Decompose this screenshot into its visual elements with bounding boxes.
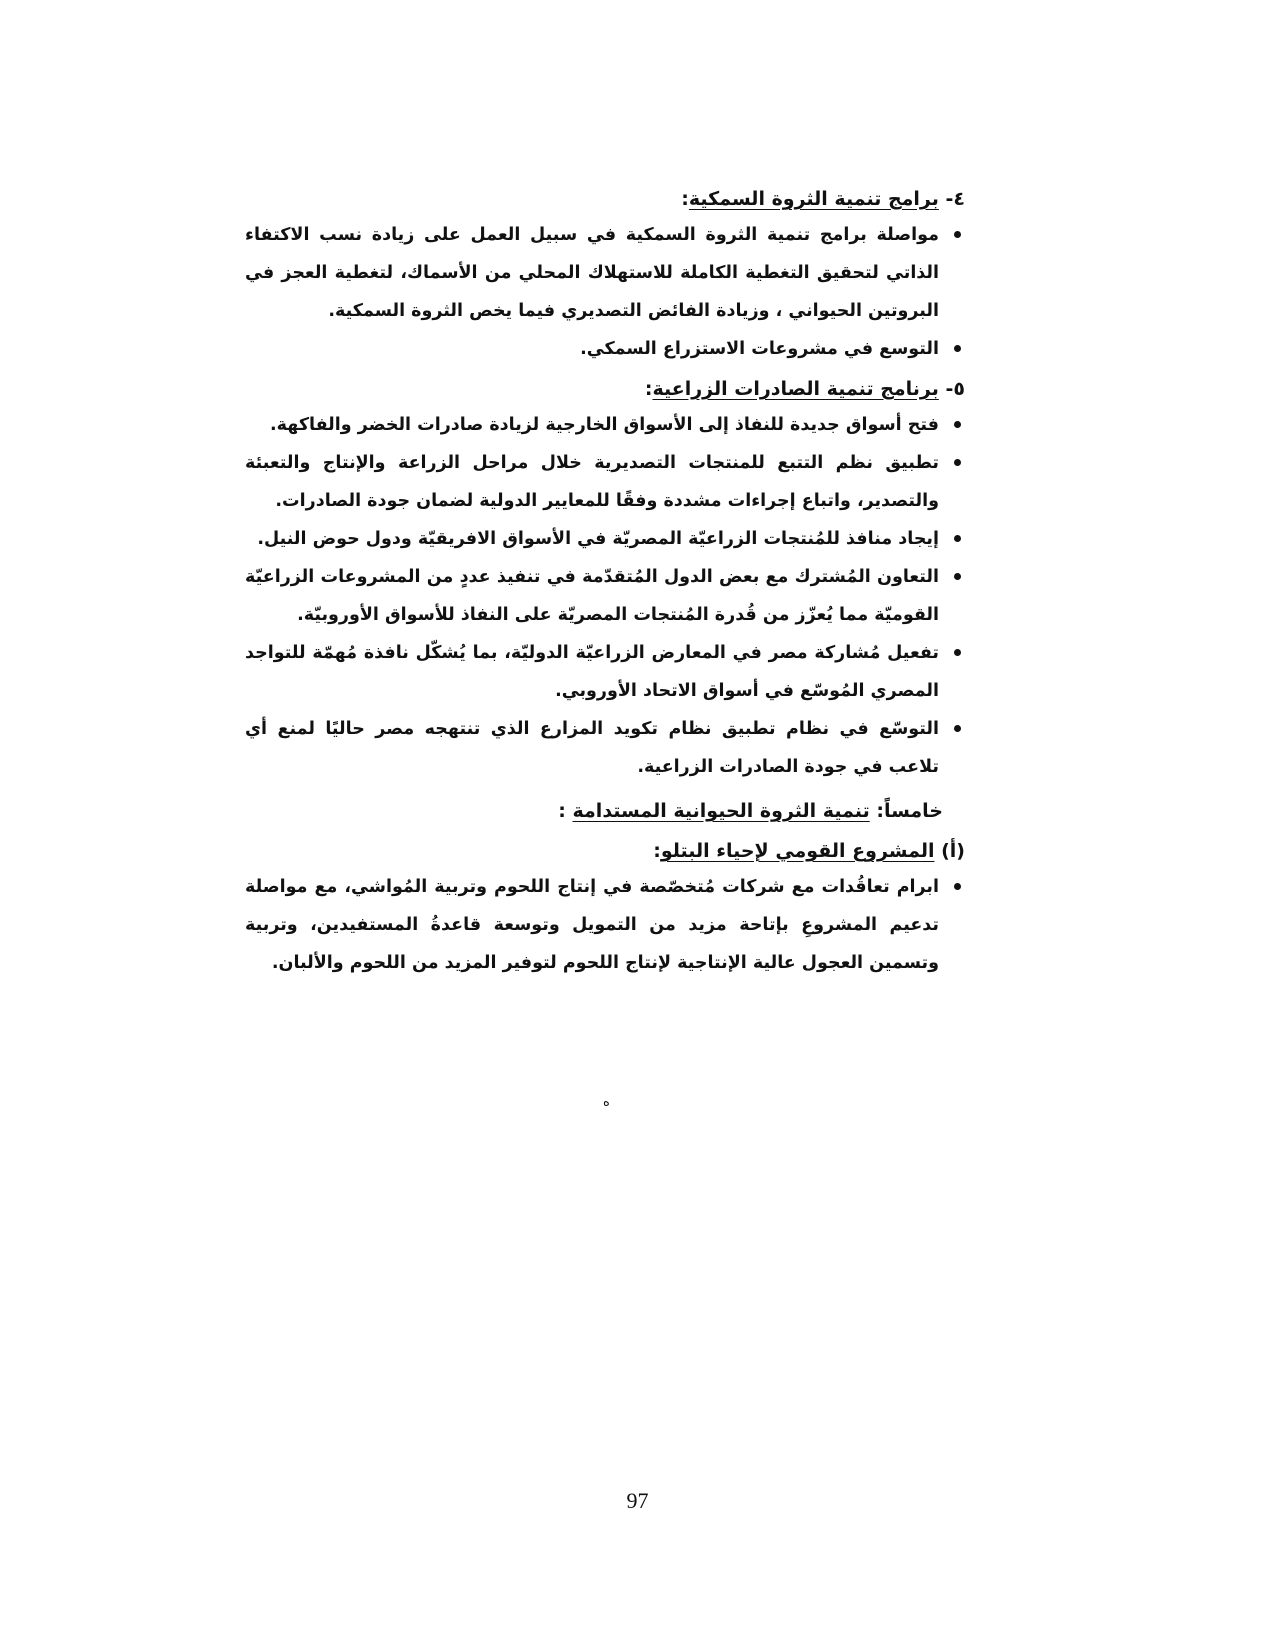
subsection-a-title: المشروع القومي لإحياء البتلو (660, 840, 935, 862)
list-item: ابرام تعاقُدات مع شركات مُتخصّصة في إنتاج اللحوم وتربية المُواشي، مع مواصلة تدعيم المشروعِ بإتاحة مزيد من التمويل وتوسعة قاعدةُ المستفيدين، وتربية وتسمين العجول عالية الإنتاجية لإنتاج اللحوم لتوفير المزيد من اللحوم والألبان. (245, 868, 965, 982)
bullet-icon (954, 345, 961, 352)
section-4-title: برامج تنمية الثروة السمكية (688, 188, 939, 210)
section-4-heading (245, 182, 965, 216)
bullet-icon (954, 573, 961, 580)
section-fifth-title: تنمية الثروة الحيوانية المستدامة (572, 800, 870, 822)
bullet-icon (954, 231, 961, 238)
section-5-colon: : (644, 378, 653, 400)
list-item: تطبيق نظم التتبع للمنتجات التصديرية خلال مراحل الزراعة والإنتاج والتعبئة والتصدير، واتباع إجراءات مشددة وفقًا للمعايير الدولية لضمان جودة الصادرات. (245, 444, 965, 520)
list-item: التعاون المُشترك مع بعض الدول المُتقدّمة في تنفيذ عددٍ من المشروعات الزراعيّة القوميّة مما يُعزّز من قُدرة المُنتجات المصريّة على النفاذ للأسواق الأوروبيّة. (245, 558, 965, 634)
list-item: التوسّع في نظام تطبيق نظام تكويد المزارع الذي تنتهجه مصر حاليًا لمنع أي تلاعب في جودة الصادرات الزراعية. (245, 710, 965, 786)
subsection-a-list (245, 868, 965, 982)
section-fifth-suffix: : (558, 800, 573, 822)
list-item: إيجاد منافذ للمُنتجات الزراعيّة المصريّة في الأسواق الافريقيّة ودول حوض النيل. (245, 520, 965, 558)
list-item: فتح أسواق جديدة للنفاذ إلى الأسواق الخارجية لزيادة صادرات الخضر والفاكهة. (245, 406, 965, 444)
inner-page-marker: ه (603, 1095, 610, 1110)
section-fifth-heading (245, 794, 943, 828)
subsection-a-heading (245, 834, 965, 868)
section-4-list (245, 216, 965, 368)
section-4-number: ٤- (945, 188, 965, 210)
list-item: التوسع في مشروعات الاستزراع السمكي. (245, 330, 965, 368)
page-content (245, 182, 965, 982)
section-5-list (245, 406, 965, 786)
section-5-heading (245, 372, 965, 406)
bullet-icon (954, 725, 961, 732)
section-fifth-colon: : (876, 800, 884, 822)
section-4-colon: : (681, 188, 689, 210)
page-number: 97 (626, 1488, 649, 1513)
section-5-number: ٥- (945, 378, 965, 400)
bullet-icon (954, 883, 961, 890)
bullet-icon (954, 535, 961, 542)
section-fifth-prefix: خامساً (883, 800, 943, 822)
bullet-icon (954, 649, 961, 656)
section-5-title: برنامج تنمية الصادرات الزراعية (652, 378, 939, 400)
subsection-a-colon: : (653, 840, 661, 862)
list-item: تفعيل مُشاركة مصر في المعارض الزراعيّة الدوليّة، بما يُشكّل نافذة مُهمّة للتواجد المصري المُوسّع في أسواق الاتحاد الأوروبي. (245, 634, 965, 710)
subsection-a-prefix: (أ) (941, 840, 965, 862)
bullet-icon (954, 421, 961, 428)
list-item: مواصلة برامج تنمية الثروة السمكية في سبيل العمل على زيادة نسب الاكتفاء الذاتي لتحقيق التغطية الكاملة للاستهلاك المحلي من الأسماك، لتغطية العجز في البروتين الحيواني ، وزيادة الفائض التصديري فيما يخص الثروة السمكية. (245, 216, 965, 330)
bullet-icon (954, 459, 961, 466)
